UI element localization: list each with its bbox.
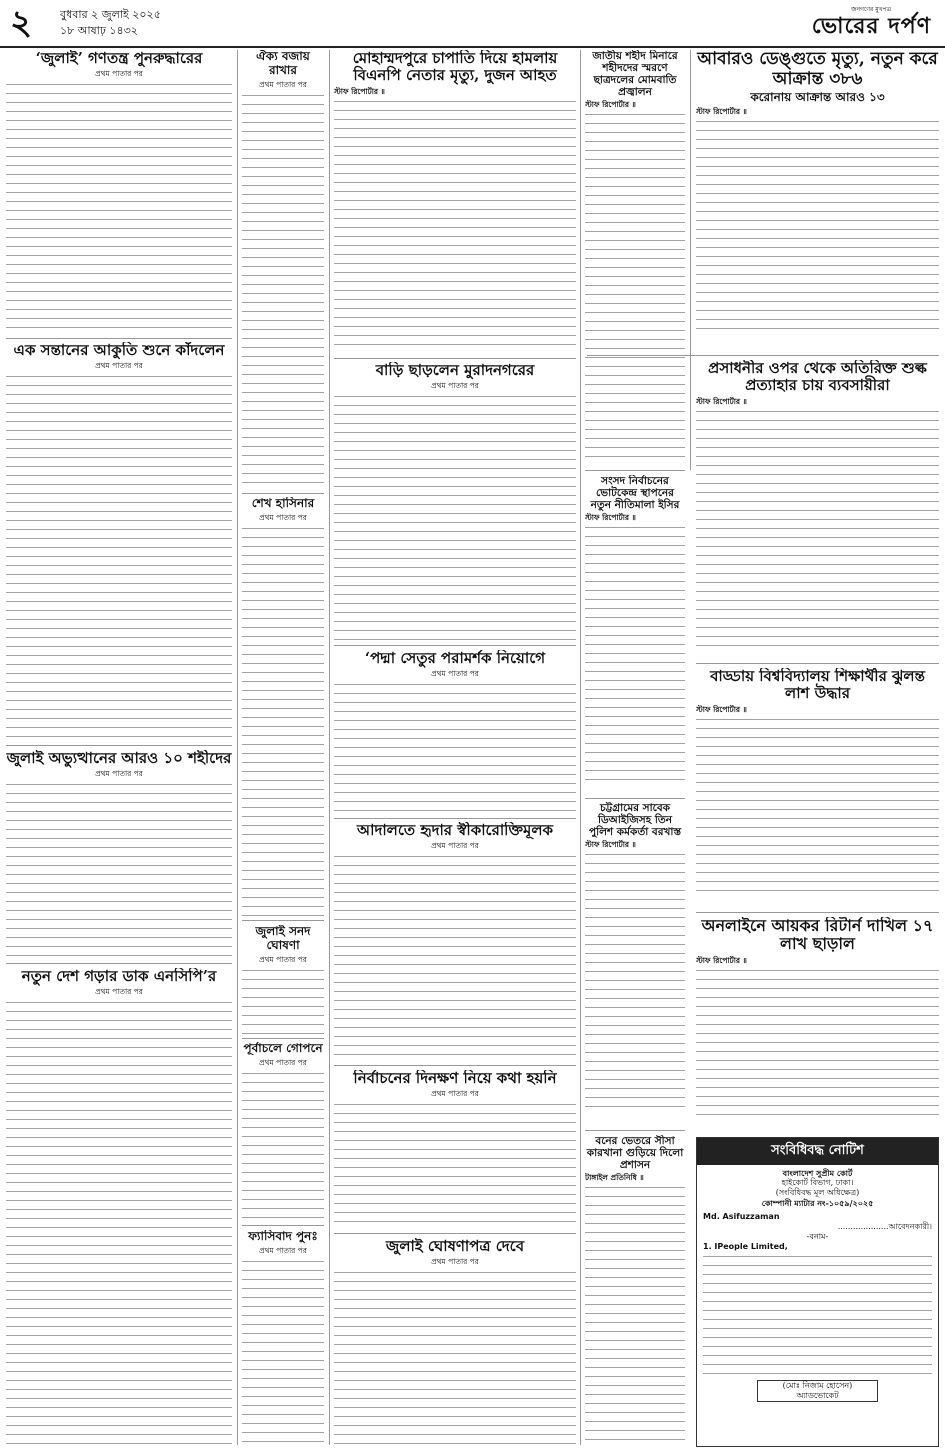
headline: এক সন্তানের আকুতি শুনে কাঁদলেন	[13, 342, 225, 359]
notice-case: কোম্পানী ম্যাটার নং-১০৫৯/২০২৫	[761, 1198, 874, 1208]
article-student-body	[696, 668, 939, 908]
article-body	[585, 114, 685, 464]
date-gregorian: বুধবার ২ জুলাই ২০২৫	[60, 8, 161, 21]
continued-label: প্রথম পাতার পর	[259, 1057, 307, 1067]
article-charter	[242, 925, 324, 1035]
continued-label: প্রথম পাতার পর	[431, 381, 479, 391]
notice-applicant-role: ....................আবেদনকারী।	[837, 1222, 932, 1231]
continued-label: প্রথম পাতার পর	[431, 1257, 479, 1267]
article-body	[334, 101, 576, 346]
logo-name: ভোরের দর্পণ	[811, 14, 931, 39]
article-body	[585, 527, 685, 782]
headline: ফ্যাসিবাদ পুনঃ	[248, 1230, 318, 1243]
article-mohammadpur	[334, 50, 576, 355]
notice-division: হাইকোর্ট বিভাগ, ঢাকা।	[781, 1178, 854, 1187]
article-body	[696, 411, 939, 651]
article-body	[334, 1104, 576, 1229]
continued-label: প্রথম পাতার পর	[431, 669, 479, 679]
notice-jurisdiction: (সংবিধিবদ্ধ মূল অধিক্ষেত্র)	[775, 1188, 860, 1197]
logo-tagline: জনগণের মুখপত্র	[851, 6, 891, 13]
article-padma-bridge	[334, 650, 576, 815]
newspaper-logo	[719, 6, 931, 40]
notice-court: বাংলাদেশ সুপ্রীম কোর্ট	[782, 1168, 853, 1178]
continued-label: প্রথম পাতার পর	[259, 512, 307, 522]
article-unity	[242, 50, 324, 490]
article-body	[585, 1187, 685, 1442]
article-body	[334, 684, 576, 814]
headline: আদালতে হৃদার স্বীকারোক্তিমূলক	[356, 822, 554, 839]
article-muradnagar	[334, 362, 576, 642]
article-chattogram-dig	[585, 802, 685, 1127]
article-martyrs-minar	[585, 50, 685, 465]
headline: জাতীয় শহীদ মিনারে শহীদদের স্মরণে ছাত্রদলের মোমবাতি প্রজ্বালন	[592, 50, 678, 99]
headline: পূর্বাচলে গোপনে	[243, 1042, 323, 1055]
byline: স্টাফ রিপোর্টার ॥	[696, 704, 747, 714]
page-number: ২	[10, 3, 33, 43]
continued-label: প্রথম পাতার পর	[431, 841, 479, 851]
article-lead-factory	[585, 1135, 685, 1446]
article-tea-traders	[696, 360, 939, 660]
headline: জুলাই অভ্যুত্থানের আরও ১০ শহীদের	[6, 750, 232, 767]
article-fascism	[242, 1230, 324, 1445]
byline: স্টাফ রিপোর্টার ॥	[696, 955, 747, 965]
notice-signatory	[757, 1380, 878, 1402]
article-july-10	[6, 750, 232, 960]
byline: স্টাফ রিপোর্টার ॥	[585, 840, 636, 850]
notice-applicant: Md. Asifuzzaman	[703, 1212, 780, 1221]
byline: স্টাফ রিপোর্টার ॥	[585, 100, 636, 110]
article-body	[696, 970, 939, 1120]
article-body	[696, 121, 939, 336]
continued-label: প্রথম পাতার পর	[259, 1245, 307, 1255]
byline: টাঙ্গাইল প্রতিনিধি ॥	[585, 1173, 644, 1183]
article-body	[334, 396, 576, 641]
article-purbachal	[242, 1042, 324, 1222]
article-body	[6, 1002, 232, 1446]
legal-notice	[696, 1137, 939, 1447]
article-july-democracy	[6, 50, 232, 335]
headline: চট্টগ্রামের সাবেক ডিআইজিসহ তিন পুলিশ কর্মকর্তা বরখাস্ত	[588, 802, 682, 839]
notice-body	[703, 1256, 932, 1376]
article-july-declaration	[334, 1238, 576, 1446]
article-body	[6, 84, 232, 334]
notice-respondent: 1. IPeople Limited,	[703, 1242, 788, 1251]
notice-versus: -বনাম-	[806, 1232, 829, 1241]
notice-footer-name: (মোঃ নিজাম হোসেন)	[782, 1381, 853, 1390]
headline: অনলাইনে আয়কর রিটার্ন দাখিল ১৭ লাখ ছাড়াল	[701, 917, 934, 954]
headline: বনের ভেতরে সীসা কারখানা গুড়িয়ে দিলো প্রশাসন	[586, 1135, 684, 1172]
article-body	[242, 970, 324, 1035]
continued-label: প্রথম পাতার পর	[95, 769, 143, 779]
article-body	[242, 528, 324, 917]
headline: নির্বাচনের দিনক্ষণ নিয়ে কথা হয়নি	[353, 1070, 557, 1087]
continued-label: প্রথম পাতার পর	[259, 79, 307, 89]
article-body	[242, 1073, 324, 1222]
column-divider	[237, 50, 238, 1445]
page-header	[0, 0, 945, 48]
headline: নতুন দেশ গড়ার ডাক এনসিপি’র	[21, 968, 217, 985]
article-court	[334, 822, 576, 1062]
continued-label: প্রথম পাতার পর	[95, 69, 143, 79]
headline: মোহাম্মদপুরে চাপাতি দিয়ে হামলায় বিএনপি নেতার মৃত্যু, দুজন আহত	[352, 50, 558, 85]
headline: ‘পদ্মা সেতুর পরামর্শক নিয়োগে	[364, 650, 546, 667]
column-divider	[580, 50, 581, 1445]
headline: জুলাই ঘোষণাপত্র দেবে	[385, 1238, 525, 1255]
article-ncp	[6, 968, 232, 1446]
article-body	[242, 95, 324, 490]
notice-footer-role: অ্যাডভোকেট	[796, 1391, 839, 1400]
headline: ঐক্য বজায় রাখার	[256, 50, 310, 77]
continued-label: প্রথম পাতার পর	[95, 987, 143, 997]
article-body	[6, 376, 232, 741]
headline: বাড়ি ছাড়লেন মুরাদনগরের	[375, 362, 535, 379]
article-body	[334, 1272, 576, 1446]
article-election-roadmap	[334, 1070, 576, 1230]
article-child-cry	[6, 342, 232, 742]
headline: জুলাই সনদ ঘোষণা	[255, 925, 311, 952]
headline: শেখ হাসিনার	[251, 497, 315, 510]
byline: স্টাফ রিপোর্টার ॥	[696, 396, 747, 406]
headline: প্রসাধনীর ওপর থেকে অতিরিক্ত শুল্ক প্রত্যাহার চায় ব্যবসায়ীরা	[708, 360, 927, 395]
continued-label: প্রথম পাতার পর	[431, 1089, 479, 1099]
article-body	[696, 719, 939, 899]
byline: স্টাফ রিপোর্টার ॥	[585, 513, 636, 523]
byline: স্টাফ রিপোর্টার ॥	[334, 86, 385, 96]
headline: বাড্ডায় বিশ্ববিদ্যালয় শিক্ষার্থীর ঝুলন্ত লাশ উদ্ধার	[710, 668, 925, 703]
article-body	[585, 854, 685, 1114]
continued-label: প্রথম পাতার পর	[95, 361, 143, 371]
subheadline: করোনায় আক্রান্ত আরও ১৩	[750, 90, 885, 105]
article-body	[6, 784, 232, 960]
article-tax-return	[696, 917, 939, 1132]
headline: সংসদ নির্বাচনের ভোটকেন্দ্র স্থাপনের নতুন নীতিমালা ইসির	[590, 475, 680, 512]
date-bengali: ১৮ আষাঢ় ১৪৩২	[60, 24, 138, 37]
article-election-isi	[585, 475, 685, 795]
article-body	[334, 856, 576, 1061]
headline: ‘জুলাই’ গণতন্ত্র পুনরুদ্ধারের	[35, 50, 203, 67]
notice-title: সংবিধিবদ্ধ নোটিশ	[697, 1138, 938, 1165]
byline: স্টাফ রিপোর্টার ॥	[696, 106, 747, 116]
article-sheikh-hasina	[242, 497, 324, 917]
column-divider	[329, 50, 330, 1445]
headline: আবারও ডেঙ্গুতে মৃত্যু, নতুন করে আক্রান্ত ৩৮৬	[697, 50, 938, 89]
column-divider	[690, 50, 691, 470]
continued-label: প্রথম পাতার পর	[259, 954, 307, 964]
article-body	[242, 1261, 324, 1445]
article-dengue	[696, 50, 939, 350]
